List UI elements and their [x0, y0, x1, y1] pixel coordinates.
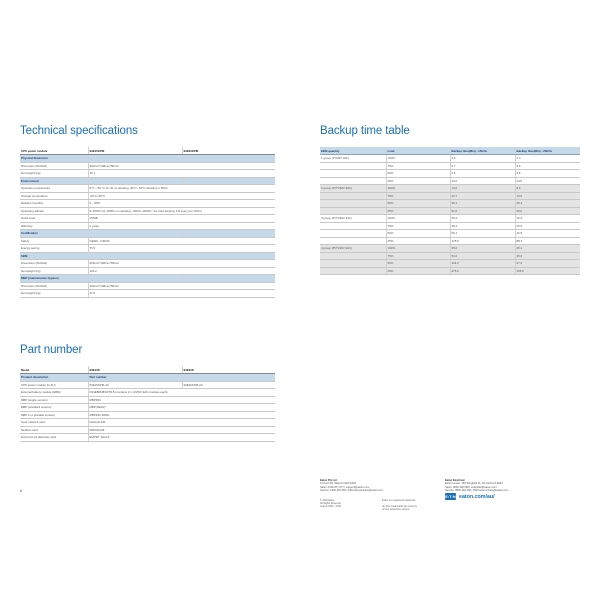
backup_table-cell: 88.7: [515, 237, 580, 245]
backup_table-cell: 13.6: [450, 185, 515, 193]
spec_table-cell: 500mm*438mm*80mm: [88, 162, 275, 170]
spec_table-cell: Operation temperature: [20, 185, 88, 193]
part_table-row: [20, 389, 275, 397]
eaton-logo: [445, 493, 495, 500]
spec_table-cell: [88, 230, 182, 238]
part_table-row: [20, 396, 275, 404]
part_table-cell: R24EBM48VRTB-5 (contains 2 x 12VDC 9Ah modules each): [88, 389, 275, 397]
spec_table-row: [20, 267, 275, 275]
trademark-line: All other trademarks are property: [382, 505, 417, 509]
spec_table-cell: CE/EC, C/RCM: [88, 237, 275, 245]
backup_table-row: [320, 155, 580, 163]
backup-time-table: [320, 147, 580, 275]
backup_table-cell: 24.0: [450, 177, 515, 185]
part_table-section-row: [20, 374, 275, 382]
backup_table-row: [320, 162, 580, 170]
part_table-cell: MBPDIN: [88, 396, 275, 404]
backup_table-cell: 2.4: [515, 155, 580, 163]
address-line: Service: 1300 362 052 | PDCustomerCare@eaton.com: [320, 488, 384, 492]
spec_table-cell: Dimension (WxDxH): [20, 282, 88, 290]
address-line: Sales: 0800 328 668 | ordersNZ@eaton.com: [445, 485, 497, 489]
part_table-cell: Environment detection card: [20, 434, 88, 442]
backup_table-header-cell: EBM quantity: [320, 147, 386, 155]
spec_table-cell: 300mm*438mm*86mm: [88, 282, 275, 290]
backup_table-cell: 38.4: [450, 222, 515, 230]
backup_table-cell: 67.2: [515, 260, 580, 268]
spec_table-row: [20, 207, 275, 215]
backup_table-cell: 6.6: [515, 170, 580, 178]
spec_table-section-row: [20, 155, 275, 163]
backup_table-cell: [320, 200, 386, 208]
backup_table-row: [320, 185, 580, 193]
backup_table-cell: 9.5: [450, 170, 515, 178]
spec_table-cell: 5 ~ 95%: [88, 200, 275, 208]
backup_table-cell: [320, 260, 386, 268]
spec_table-cell: MBP (maintenance bypass): [20, 275, 88, 283]
spec_table-section-row: [20, 230, 275, 238]
backup_table-row: [320, 200, 580, 208]
backup_table-cell: 4 group (8*2*240V 9Ah): [320, 245, 386, 253]
spec_table-cell: [182, 252, 275, 260]
part_table-row: [20, 434, 275, 442]
spec_table-row: [20, 162, 275, 170]
spec_table-cell: [88, 155, 182, 163]
part_table-row: [20, 411, 275, 419]
backup_table-cell: 65.1: [450, 230, 515, 238]
spec_table-cell: 506mm*438mm*86mm: [88, 260, 275, 268]
backup_table-cell: 100%: [386, 245, 450, 253]
part-heading: Part number: [20, 344, 83, 356]
backup_table-cell: 100%: [386, 155, 450, 163]
spec_table-cell: [182, 177, 275, 185]
website-url[interactable]: eaton.com/au/: [459, 493, 495, 500]
spec_table-section-row: [20, 275, 275, 283]
part_table-cell: Network-M2: [88, 419, 275, 427]
backup_table-cell: 25.4: [515, 200, 580, 208]
backup_table-cell: 26.6: [515, 222, 580, 230]
spec_table-cell: Net weight (kg): [20, 290, 88, 298]
spec_table-row: [20, 215, 275, 223]
backup_table-cell: 3 group (6*2*240V 9Ah): [320, 215, 386, 223]
backup_table-cell: 5.7: [450, 162, 515, 170]
backup_table-cell: [320, 162, 386, 170]
backup_table-cell: 3.6: [450, 155, 515, 163]
spec_table-cell: 124.2: [88, 267, 275, 275]
backup_table-cell: 10.0: [515, 215, 580, 223]
spec_table-row: [20, 222, 275, 230]
spec_table-cell: 25.1: [88, 170, 275, 178]
spec_table-cell: Certification: [20, 230, 88, 238]
backup_table-row: [320, 267, 580, 275]
spec_table-cell: [182, 230, 275, 238]
part_table-cell: MBP(SERV): [88, 404, 275, 412]
backup_table-header-cell: Load: [386, 147, 450, 155]
spec-heading: Technical specifications: [20, 125, 138, 137]
backup_table-cell: 3.6: [515, 162, 580, 170]
spec_table-cell: Storage temperature: [20, 192, 88, 200]
backup_table-cell: 36.1: [450, 200, 515, 208]
backup_table-cell: 50%: [386, 170, 450, 178]
backup_table-cell: 8.6: [515, 185, 580, 193]
trademark-line: Eaton is a registered trademark.: [382, 499, 417, 502]
spec_table-row: [20, 185, 275, 193]
part-number-table: [20, 366, 275, 442]
backup_table-cell: 25%: [386, 207, 450, 215]
part_table-cell: UPS power module (in AU): [20, 381, 88, 389]
backup_table-cell: 22.7: [450, 192, 515, 200]
backup_table-header-cell: Backup time(Min) - 20kVA: [515, 147, 580, 155]
part_table-cell: MBPDIN-PARA: [88, 411, 275, 419]
spec_table-cell: Dimension (WxDxH): [20, 260, 88, 268]
backup_table-row: [320, 245, 580, 253]
spec_table-cell: Net weight (kg): [20, 267, 88, 275]
backup_table-cell: 60.0: [515, 207, 580, 215]
spec_table-header-cell: 93E20KPM: [182, 147, 275, 155]
backup_table-cell: 25%: [386, 177, 450, 185]
spec_table-row: [20, 170, 275, 178]
spec_table-section-row: [20, 252, 275, 260]
backup_table-header-cell: Backup time(Min) - 15kVA: [450, 147, 515, 155]
backup_table-cell: [320, 170, 386, 178]
spec_table-cell: TÜV: [88, 245, 275, 253]
spec_table-row: [20, 290, 275, 298]
backup_table-cell: 2 group (4*2*240V 9Ah): [320, 185, 386, 193]
part_table-cell: MBP (standard version): [20, 404, 88, 412]
spec-table: [20, 147, 275, 298]
spec_table-row: [20, 260, 275, 268]
backup_table-cell: [320, 230, 386, 238]
backup_table-cell: 25%: [386, 237, 450, 245]
company-name: Eaton Pty Ltd: [320, 479, 337, 482]
backup_table-cell: [320, 177, 386, 185]
part_table-header-row: [20, 366, 275, 374]
backup_table-row: [320, 215, 580, 223]
spec_table-cell: Noise level: [20, 215, 88, 223]
spec_table-cell: Energy saving: [20, 245, 88, 253]
spec_table-cell: ≤55dB: [88, 215, 275, 223]
address-line: Sales: 1300 877 877 | support@eaton.com: [320, 485, 370, 489]
backup_table-row: [320, 192, 580, 200]
part_table-cell: [182, 374, 275, 382]
spec_table-cell: Safety: [20, 237, 88, 245]
spec_table-row: [20, 192, 275, 200]
copyright-line: August 2023 · 2158: [320, 505, 341, 509]
part_table-cell: Part number: [88, 374, 182, 382]
spec_table-cell: [182, 155, 275, 163]
part_table-cell: Modbus card: [20, 426, 88, 434]
backup_table-cell: [320, 192, 386, 200]
part_table-header-cell: 93E15K: [88, 366, 182, 374]
backup_table-row: [320, 170, 580, 178]
spec_table-cell: 0°C ~ 50 °C (0~40 no derating, 40°C~ 50°C derating to 50%): [88, 185, 275, 193]
page-number: 6: [20, 489, 22, 493]
part_table-row: [20, 426, 275, 434]
backup_table-cell: 100%: [386, 185, 450, 193]
company-address-au: [320, 479, 383, 492]
spec_table-row: [20, 282, 275, 290]
backup-heading: Backup time table: [320, 125, 410, 137]
part_table-cell: MBP 1+1 (parallel version): [20, 411, 88, 419]
spec_table-cell: Physical dimension: [20, 155, 88, 163]
backup_table-cell: [320, 252, 386, 260]
part_table-header-cell: 93E20K: [182, 366, 275, 374]
spec_table-cell: [88, 252, 182, 260]
spec_table-header-row: [20, 147, 275, 155]
backup_table-cell: 42.9: [515, 230, 580, 238]
part_table-cell: Product description: [20, 374, 88, 382]
backup_table-cell: 1 group (2*240V 9Ah): [320, 155, 386, 163]
spec_table-row: [20, 200, 275, 208]
backup_table-cell: 178.5: [450, 237, 515, 245]
backup_table-cell: 75%: [386, 162, 450, 170]
backup_table-cell: 50%: [386, 230, 450, 238]
backup_table-row: [320, 237, 580, 245]
spec_table-section-row: [20, 177, 275, 185]
address-line: Service: 0800 362 052 | PDCustomerCare@eaton.com: [445, 488, 509, 492]
backup_table-cell: 13.6: [515, 192, 580, 200]
spec_table-cell: -25°C~55°C: [88, 192, 275, 200]
backup_table-cell: 25%: [386, 267, 450, 275]
backup_table-header-row: [320, 147, 580, 155]
part_table-row: [20, 419, 275, 427]
backup_table-cell: 275.6: [450, 267, 515, 275]
backup_table-cell: 24.0: [515, 177, 580, 185]
backup_table-cell: 35.0: [450, 245, 515, 253]
backup_table-cell: 91.0: [450, 207, 515, 215]
backup_table-cell: 25.1: [515, 245, 580, 253]
backup_table-cell: [320, 267, 386, 275]
copyright: [320, 499, 341, 509]
spec_table-cell: Net weight (kg): [20, 170, 88, 178]
spec_table-cell: 0~4000m (0~1000m no derating, 1000m~4000m: the load derating 1% every per 100m): [88, 207, 275, 215]
part_table-row: [20, 404, 275, 412]
backup_table-cell: 75%: [386, 192, 450, 200]
backup_table-cell: [320, 207, 386, 215]
backup_table-cell: [320, 237, 386, 245]
backup_table-cell: 100%: [386, 215, 450, 223]
backup_table-cell: [320, 222, 386, 230]
part_table-cell: MBP (single version): [20, 396, 88, 404]
spec_table-header-cell: 93E15KPM: [88, 147, 182, 155]
part_table-cell: 93E15KPM-AU: [88, 381, 182, 389]
backup_table-cell: 35.0: [515, 252, 580, 260]
spec_table-cell: Operating altitude: [20, 207, 88, 215]
backup_table-row: [320, 252, 580, 260]
backup_table-cell: 54.6: [450, 252, 515, 260]
part_table-cell: 93E20KPM-AU: [182, 381, 275, 389]
backup_table-cell: 50%: [386, 260, 450, 268]
copyright-line: All Rights Reserved: [320, 502, 341, 506]
backup_table-cell: 155.0: [515, 267, 580, 275]
trademark-notice: [382, 499, 417, 512]
backup_table-row: [320, 222, 580, 230]
company-name: Eaton Electrical: [445, 479, 465, 482]
spec_table-header-cell: UPS power module: [20, 147, 88, 155]
copyright-line: © 2023 Eaton: [320, 499, 335, 502]
backup_table-cell: 26.6: [450, 215, 515, 223]
spec_table-cell: [88, 275, 182, 283]
spec_table-cell: SBM: [20, 252, 88, 260]
part_table-header-cell: Model: [20, 366, 88, 374]
company-address-nz: [445, 479, 508, 492]
backup_table-row: [320, 177, 580, 185]
spec_table-cell: 2 years: [88, 222, 275, 230]
backup_table-cell: 50%: [386, 200, 450, 208]
part_table-cell: INDGW-M2: [88, 426, 275, 434]
trademark-line: of their respective owners.: [382, 508, 410, 512]
backup_table-cell: 75%: [386, 252, 450, 260]
backup_table-row: [320, 207, 580, 215]
backup_table-cell: 75%: [386, 222, 450, 230]
backup_table-row: [320, 260, 580, 268]
address-line: Eaton House, 165 Wingfield St, Christchurch 8042: [445, 482, 503, 486]
part_table-cell: External battery module (EBM): [20, 389, 88, 397]
part_table-row: [20, 381, 275, 389]
part_table-cell: EMPDT 1H1C2: [88, 434, 275, 442]
address-line: 10 Kent Rd, Mascot NSW 2020: [320, 482, 357, 486]
spec_table-row: [20, 245, 275, 253]
spec_table-cell: Environment: [20, 177, 88, 185]
spec_table-cell: [182, 275, 275, 283]
backup_table-row: [320, 230, 580, 238]
eaton-logo-icon: E:T·N: [445, 494, 456, 499]
spec_table-cell: Warranty: [20, 222, 88, 230]
spec_table-row: [20, 237, 275, 245]
spec_table-cell: Relative humidity: [20, 200, 88, 208]
spec_table-cell: Dimension (WxDxH): [20, 162, 88, 170]
part_table-cell: Gear network card: [20, 419, 88, 427]
spec_table-cell: 21.5: [88, 290, 275, 298]
backup_table-cell: 104.2: [450, 260, 515, 268]
spec_table-cell: [88, 177, 182, 185]
